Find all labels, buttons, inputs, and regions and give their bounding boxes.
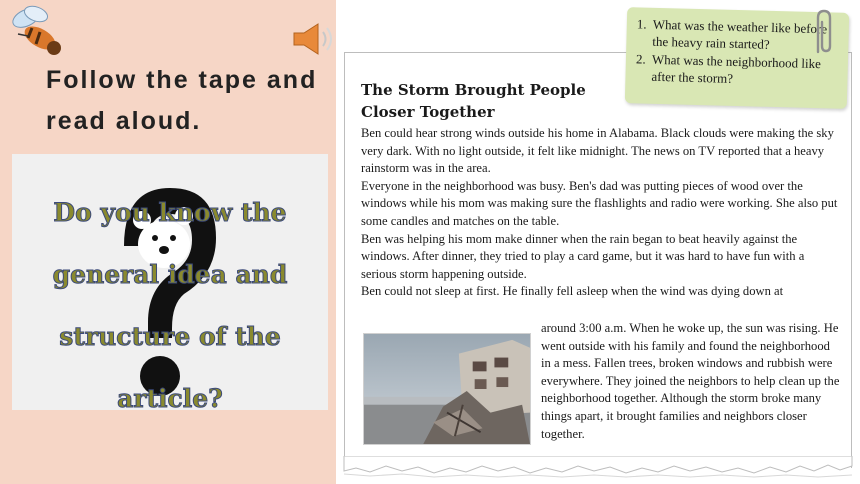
note-question-2-number: 2. xyxy=(635,51,646,67)
article-paragraph-4-lead: Ben could not sleep at first. He finally fell asleep when the wind was dying down at xyxy=(361,284,784,299)
question-box xyxy=(12,154,328,413)
speaker-icon[interactable] xyxy=(292,22,338,56)
note-question-1-text: What was the weather like before the heavy rain started? xyxy=(652,16,828,52)
note-question-2 xyxy=(635,50,836,89)
read-aloud-instruction: Follow the tape and read aloud. xyxy=(46,66,318,135)
note-question-2-text: What was the neighborhood like after the storm? xyxy=(651,51,822,86)
article-paragraph-3: Ben was helping his mom make dinner when the rain began to beat heavily against the windows. After dinner, they tried to play a card game, but it was hard to have fun with a serious storm happening outside. xyxy=(361,231,805,281)
article-paragraph-2: Everyone in the neighborhood was busy. Ben's dad was putting pieces of wood over the windows while his mom was making sure the flashlights and radio were working. She also put some candles and matches on the table. xyxy=(361,178,838,228)
general-idea-question: Do you know the general idea and structure of the article? xyxy=(52,198,288,413)
article-page xyxy=(344,52,852,468)
article-body xyxy=(361,125,841,301)
torn-paper-edge xyxy=(340,456,856,480)
note-question-1-number: 1. xyxy=(636,16,647,32)
note-question-1 xyxy=(636,15,837,54)
paperclip-icon xyxy=(808,8,838,56)
article-paragraph-4-continued: around 3:00 a.m. When he woke up, the sun was rising. He went outside with his family and found the neighborhood in a mess. Fallen trees, broken windows and rubbish were everywhere. They joined the neighbors to help clean up the neighborhood together. Although the storm broke many things apart, it brought families and neighbors closer together. xyxy=(541,321,840,441)
storm-damage-photo xyxy=(363,333,531,445)
article-paragraph-1: Ben could hear strong winds outside his home in Alabama. Black clouds were making the sky very dark. With no light outside, it felt like midnight. The news on TV reported that a heavy rainstorm was in the area. xyxy=(361,126,834,176)
left-panel xyxy=(0,0,336,484)
article-title: The Storm Brought People Closer Together xyxy=(361,81,586,121)
bee-icon xyxy=(6,4,70,60)
